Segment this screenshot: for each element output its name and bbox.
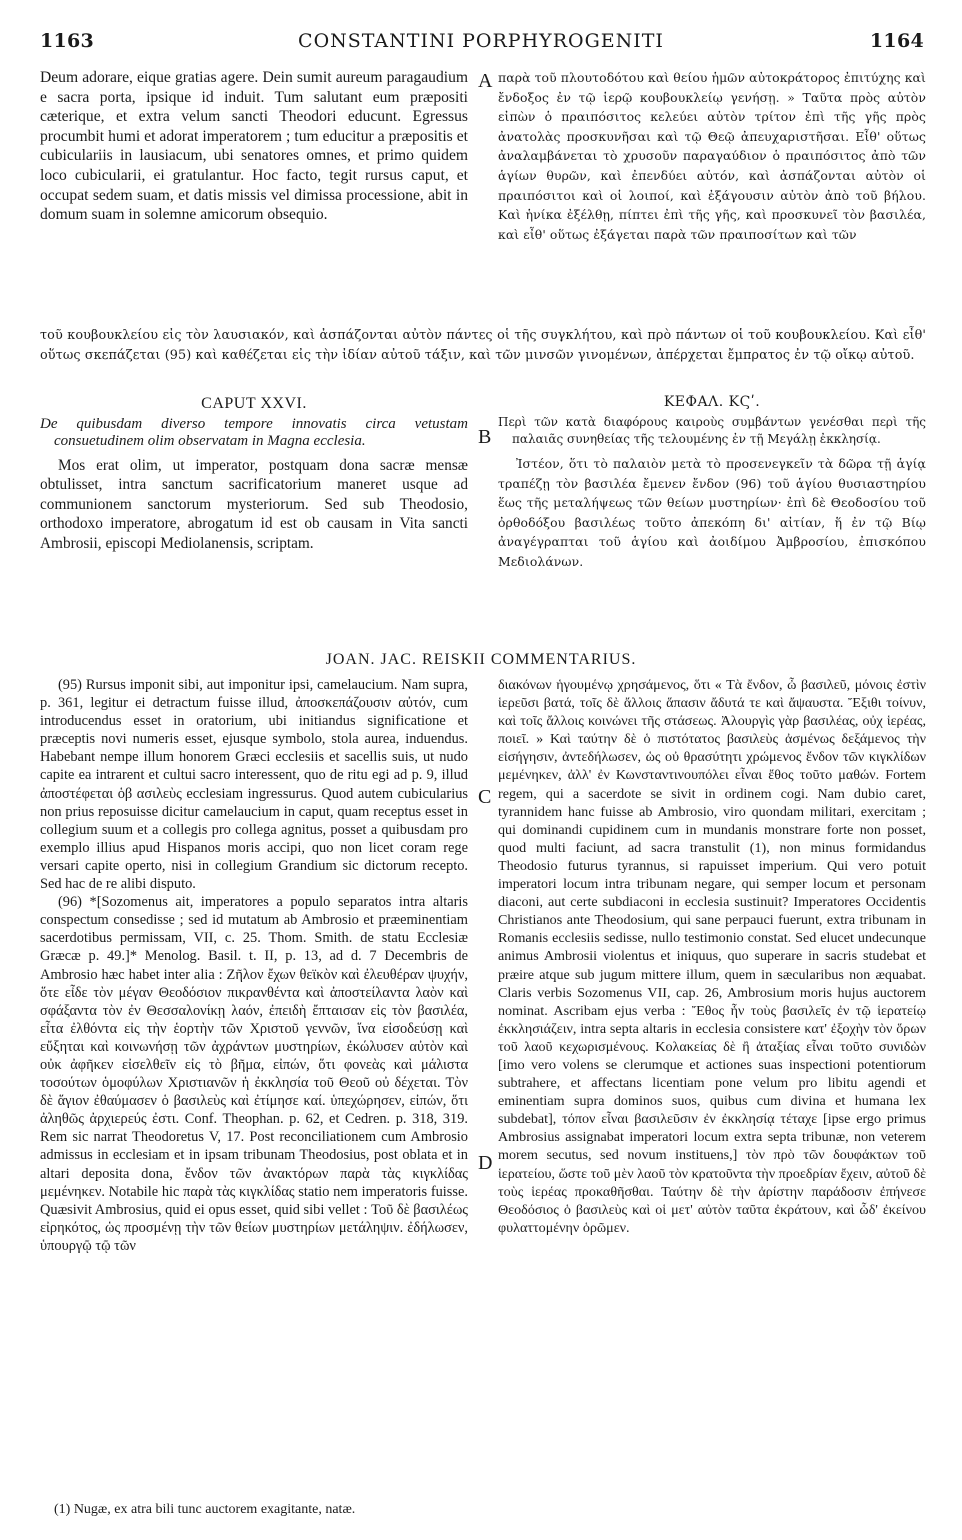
marker-c: C — [478, 786, 492, 808]
chapter-subtitle-latin: De quibusdam diverso tempore innovatis circa vetustam consuetudinem olim observatam in Magna ecclesia. — [40, 415, 468, 449]
chapter-heading-latin: CAPUT XXVI. — [201, 395, 307, 412]
marker-b: B — [478, 426, 492, 448]
running-title: CONSTANTINI PORPHYROGENITI — [298, 30, 664, 52]
chapter-latin — [40, 394, 468, 644]
latin-text-top: Deum adorare, eique gratias agere. Dein sumit aureum paragaudium e sacra porta, ipsique id induit. Tum salutant eum præpositi cæterique, et extra velum sancti Theodori educunt. Egressus procumbit humi et adorat imperatorem ; tum educitur a præpositis et cubiculariis in lausiacum, ubi senatores omnes, et primo quidem loco cubicularii, ei gratulantur. Hoc facto, tegit rursus caput, et occupat sedem suam, et datis missis vel dimissa processione, abit in domum suam in solemne amicorum obsequio. — [40, 69, 468, 224]
commentary-note-96: (96) *[Sozomenus ait, imperatores a populo separatos intra altaris conspectum consedisse ; sed id mutatum ab Ambrosio et præeminentiam sacerdotibus permissam, VII, c. 25. Thom. Smith. de statu Ecclesiæ Græcæ p. 49.]* Menolog. Basil. t. II, p. 13, ad d. 7 Decembris de Ambrosio hæc habet inter alia : Ζῆλον ἔχων θεϊκὸν καὶ ἐλευθέραν ψυχήν, ὅτε εἶδε τὸν μέγαν Θεοδόσιον πικρανθέντα καὶ ἀποστείλαντα λαὸν καὶ σφάξαντα τὸν ἐν Θεσσαλονίκῃ λαόν, ἐπειδὴ ἔπταισαν εἰς τὸν βασιλέα, εἶτα ἐλθόντα εἰς τὴν ἑορτὴν τῶν Χριστοῦ γεννῶν, ἵνα εἰσοδεύσῃ καὶ εὔξηται καὶ κοινωνήσῃ τῶν ἀχράντων μυστηρίων, ἐκώλυσεν αὐτὸν καὶ οὐκ ἀφῆκεν εἰσελθεῖν εἰς τὸ βῆμα, εἰπών, ὅτι φονεὰς καὶ μάλιστα τοσούτων ὁμοφύλων Χριστιανῶν ἡ ἐκκλησία τοῦ Θεοῦ οὐ δέχεται. Τὸν δὲ ἅγιον ἐθαύμασεν ὁ βασιλεὺς καὶ ἐτίμησε καί. ὑπεχώρησεν, εἰπών, ὅτι ἀληθῶς ἀρχιερεύς ἐστι. Conf. Theophan. p. 62, et Cedren. p. 318, 319. Rem sic narrat Theodoretus V, 17. Post reconciliationem cum Ambrosio admissus in ecclesiam et in ipsam tribunam Theodosius, post oblata et in altari deposita dona, ἔνδον τῶν ἀνακτόρων παρὰ τὰς κιγκλίδας μεμένηκεν. Notabile hic παρὰ τὰς κιγκλίδας statio nem imperatoris fuisse. Quæsivit Ambrosius, quid ei opus esset, quid sibi vellet : Τοῦ δὲ βασιλέως εἰρηκότος, ὡς προσμένῃ τὴν τῶν θείων μυστηρίων μετάληψιν. ἐδήλωσεν, ὑπουργῷ τῷ τῶν — [40, 894, 468, 1254]
commentary-note-95: (95) Rursus imponit sibi, aut imponitur ipsi, camelaucium. Nam supra, p. 361, legitur ei detractum fuisse illud, ἀποσκεπάζουσιν αὐτόν, cum introducendus esset in oratorium, ubi initiandus significatione et præceptis novi numeris esset, ejusque symbolo, stola aurea, induendus. Habebant nempe illum honorem Græci ecclesiis et sacellis suis, ut nudo capite ea intrarent et cultui sacro interessent, quo de ritu egi ad p. 9, illud ἀποστέφεται ὁβ ασιλεὺς ecclesiam ingressurus. Quod autem cubicularius non prius reposuisse dicitur camelaucium in caput, quam receptus esset in collegium suum et a collegis pro collega agnitus, posset a quibusdam pro exemplo illius apud Hispanos moris accipi, quo non licet coram rege versari capite operto, nisi in collegium Grandium sic dictorum recepto. Sed hac de re alibi disputo. — [40, 677, 468, 893]
marker-a: A — [478, 70, 493, 92]
chapter-body-greek: Ἰστέον, ὅτι τὸ παλαιὸν μετὰ τὸ προσενεγκεῖν τὰ δῶρα τῇ ἁγίᾳ τραπέζῃ τὸν βασιλέα ἔμενεν ἔνδον (96) τοῦ ἁγίου θυσιαστηρίου ἕως τῆς μεταλήψεως τῶν θείων μυστηρίων· ἐπὶ δὲ Θεοδοσίου τοῦ ὀρθοδόξου βασιλέως τοῦτο ἀπεκόπη δι' αἰτίαν, ἥ ἐν τῷ Βίῳ ἀναγέγραπται τοῦ ἁγίου καὶ ἀοιδίμου Ἀμβροσίου, ἐπισκόπου Μεδιολάνων. — [498, 456, 926, 569]
footnote: (1) Nugæ, ex atra bili tunc auctorem exagitante, natæ. — [54, 1502, 356, 1517]
commentary-title: JOAN. JAC. REISKII COMMENTARIUS. — [325, 651, 637, 668]
commentary-left — [40, 676, 468, 1496]
greek-text-full-width: τοῦ κουβουκλείου εἰς τὸν λαυσιακόν, καὶ ἀσπάζονται αὐτὸν πάντες οἱ τῆς συγκλήτου, καὶ πρὸ πάντων οἱ τοῦ κουβουκλείου. Καὶ εἶθ' οὕτως σκεπάζεται (95) καὶ καθέζεται εἰς τὴν ἰδίαν αὐτοῦ τάξιν, καὶ τῶν μινσῶν γινομένων, ἀπέρχεται ἔμπρατος ἐν τῷ οἴκῳ αὐτοῦ. — [40, 328, 926, 363]
chapter-subtitle-greek: Περὶ τῶν κατὰ διαφόρους καιροὺς συμβάντων γενέσθαι περὶ τῆς παλαιᾶς συνηθείας τῆς τελουμένης ἐν τῇ Μεγάλῃ ἐκκλησίᾳ. — [498, 415, 926, 446]
chapter-greek — [498, 394, 926, 644]
chapter-heading-greek: ΚΕΦΑΛ. ΚϚʹ. — [663, 394, 761, 410]
page-number-right: 1164 — [869, 30, 924, 52]
commentary-right: διακόνων ἡγουμένῳ χρησάμενος, ὅτι « Τὰ ἔνδον, ὦ βασιλεῦ, μόνοις ἐστὶν ἱερεῦσι βατά, τοῖς δὲ ἄλλοις ἅπασιν ἄδυτά τε καὶ ἄψαυστα. Ἔξιθι τοίνυν, καὶ τοῖς ἄλλοις κοινώνει τῆς στάσεως. Ἀλουργὶς γὰρ βασιλέας, οὐχ ἱερέας, ποιεῖ. » Καὶ ταύτην δὲ ὁ πιστότατος βασιλεὺς ἀσμένως δεξάμενος τὴν εἰσήγησιν, ἀντεδήλωσεν, ὡς οὐ θρασύτητι χρώμενος ἔνδον τῶν κιγκλίδων μεμένηκεν, ἀλλ' ἐν Κωνσταντινουπόλει εἶναι ἔθος τοῦτο μαθών. Fortem regem, qui a sacerdote se sivit in ordinem cogi. Nam dubio caret, tyrannidem hanc fuisse ab Ambrosio, viro quondam militari, exercitam ; qui dominandi cupidinem cum in mundanis monstrare forte non posset, quod multi faciunt, ad sacra transtulit (1), non minus formidandus Theodosio futurus tyrannus, si rapuisset imperium. Qui vero potuit imperatori locum intra tribunam negare, qui semper locum et personam diaconi, aut certe subdiaconi in ecclesia sustinuit? Imperatores Occidentis Christianos ante Theodosium, qui sane perpauci fuerunt, extra tribunam in Romanis ecclesiis sedisse, nullo testimonio constat. Sed elucet undecunque animus Ambrosii violentus et iniquus, quo superare in sacris studebat et præire atque sub jugum mittere illum, quem in sæcularibus non æquabat. Claris verbis Sozomenus VII, cap. 26, Ambrosium moris hujus auctorem nominat. Ascribam ejus verba : Ἔθος ἦν τοὺς βασιλεῖς ἐν τῷ ἱερατείῳ ἐκκλησιάζειν, intra septa altaris in ecclesia consistere κατ' ἐξοχὴν τὸν ὅρων τοῦ λαοῦ κεχωρισμένους. Κολακείας δὲ ἢ ἀταξίας εἶναι τοῦτο συνιδὼν [imo vero volens se clerumque et actiones suas inspectioni potentiorum subtrahere, et affectans licentiam pone velum pro libitu agendi et eminentiam supra dominos suos, quibus cum divina et humana lex subdebat], τόπον εἶναι βασιλεῦσιν ἐν ἐκκλησίᾳ τέταχε [ipse ergo primus Ambrosius assignabat imperatori locum extra septa tribunæ, non veterem morem secutus, sed novum instituens,] τὸν πρὸ τῶν δουφάκτων τοῦ ἱερατείου, ὥστε τοῦ μὲν λαοῦ τὸν κρατοῦντα τὴν προεδρίαν ἔχειν, αὐτοῦ δὲ τοὺς ἱερέας προκαθῆσθαι. Ταύτην δὲ τὴν ἀρίστην παράδοσιν ἐπήνεσε Θεοδόσιος ὁ βασιλεὺς καὶ οἱ μετ' αὐτὸν ταῦτα ἐκράτουν, καὶ ὧδ' ἐκείνου φυλαττομένην ὁρῶμεν. — [498, 677, 926, 1236]
page-number-left: 1163 — [40, 30, 95, 52]
greek-text-top: παρὰ τοῦ πλουτοδότου καὶ θείου ἡμῶν αὐτοκράτορος ἐπιτύχης καὶ ἔνδοξος ἐν τῷ ἱερῷ κουβουκλείῳ γενήσῃ. » Ταῦτα πρὸς αὐτὸν εἰπὼν ὁ πραιπόσιτος κελεύει αὐτὸν τρίτον ἐπὶ τῆς γῆς πρὸς ἀνατολὰς προσκυνῆσαι καὶ τῷ Θεῷ ἀπευχαριστῆσαι. Εἶθ' οὕτως ἀναλαμβάνεται τὸ χρυσοῦν παραγαύδιον ὁ πραιπόσιτος ἀπὸ τῶν ἁγίων θυρῶν, καὶ ἐπενδύει αὐτόν, καὶ ἀσπάζονται αὐτὸν οἱ πραιπόσιτοι καὶ οἱ λοιποί, καὶ ἐξάγουσιν αὐτὸν ἀπὸ τοῦ βήλου. Καὶ ἡνίκα ἐξέλθῃ, πίπτει ἐπὶ τῆς γῆς, καὶ προσκυνεῖ τὸν βασιλέα, καὶ εἶθ' οὕτως ἐξάγεται παρὰ τῶν πραιποσίτων καὶ τῶν — [498, 70, 926, 242]
marker-d: D — [478, 1152, 493, 1174]
chapter-body-latin: Mos erat olim, ut imperator, postquam dona sacræ mensæ obtulisset, intra sanctum sacrificatorium maneret usque ad communionem sanctorum mysteriorum. Sed sub Theodosio, orthodoxo imperatore, abrogatum id est ob causam in Vita sancti Ambrosii, episcopi Mediolanensis, scriptam. — [40, 456, 468, 552]
